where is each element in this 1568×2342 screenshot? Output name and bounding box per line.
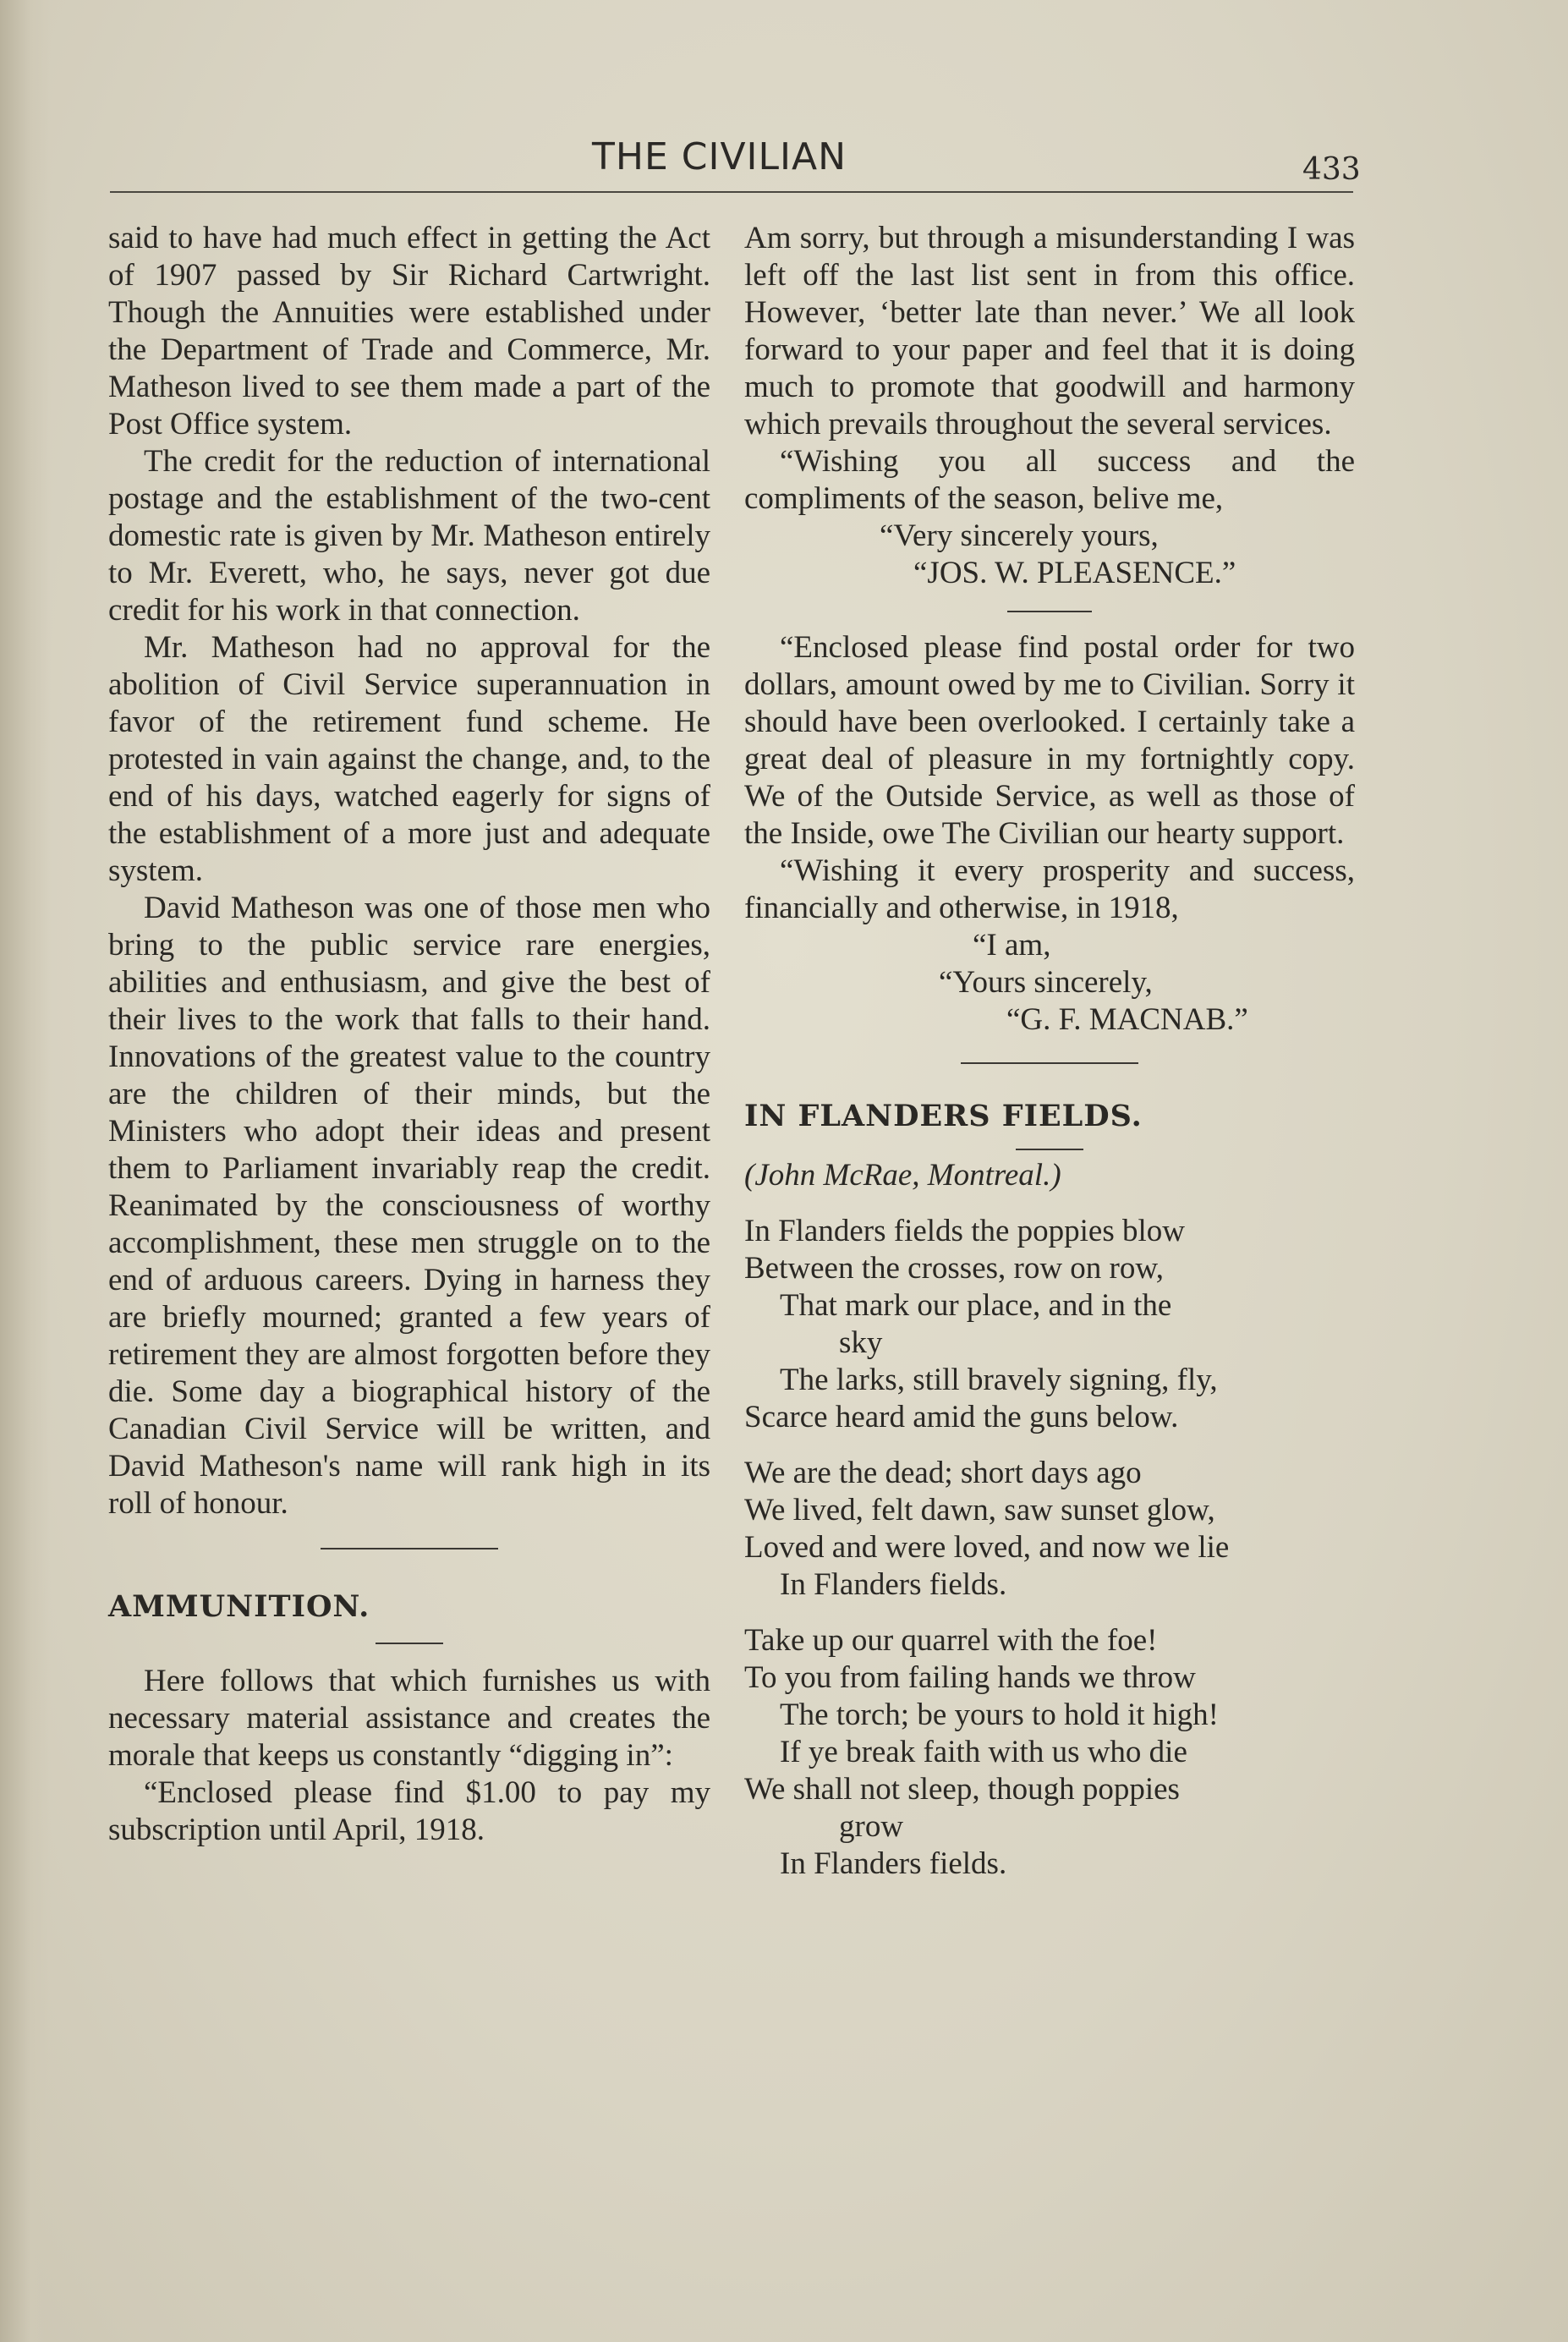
letter-signature: “JOS. W. PLEASENCE.” — [913, 556, 1236, 590]
poem-line: That mark our place, and in the — [780, 1288, 1172, 1323]
poem-attribution: (John McRae, Montreal.) — [744, 1158, 1061, 1193]
paragraph: The credit for the reduction of international postage and the establishment of the two-cent domestic rate is given by Mr. Matheson entirely to Mr. Everett, who, he says, never got due credit for his work in that connection. — [108, 444, 710, 628]
letter-closing: “Yours sincerely, — [939, 965, 1153, 1000]
letter-paragraph: “Enclosed please find postal order for two dollars, amount owed by me to Civilian. Sorry it should have been overlooked. I certainly take a great deal of pleasure in my fortnightly copy. We of the Outside Service, as well as those of the Inside, owe The Civilian our hearty support. — [744, 630, 1355, 851]
letter-paragraph: “Enclosed please find $1.00 to pay my subscription until April, 1918. — [108, 1775, 710, 1847]
poem-stanza-2 — [744, 1455, 1355, 1604]
paragraph: Mr. Matheson had no approval for the abolition of Civil Service superannuation in favor of the retirement fund scheme. He protested in vain against the change, and, to the end of his days, watched eagerly for signs of the establishment of a more just and adequate system. — [108, 630, 710, 888]
poem-line: In Flanders fields. — [780, 1567, 1007, 1602]
letter-closing: “Very sincerely yours, — [880, 518, 1159, 553]
header-rule — [110, 191, 1353, 193]
letter-paragraph: “Wishing you all success and the compliments of the season, belive me, — [744, 444, 1355, 516]
section-heading-ammunition: AMMUNITION. — [108, 1589, 370, 1624]
poem-title: IN FLANDERS FIELDS. — [744, 1099, 1143, 1133]
poem-line: We shall not sleep, though poppies — [744, 1772, 1180, 1807]
poem-stanza-3 — [744, 1622, 1355, 1883]
letter-paragraph: “Wishing it every prosperity and success, financially and otherwise, in 1918, — [744, 853, 1355, 925]
letter-closing: “I am, — [973, 928, 1051, 963]
paragraph: Here follows that which furnishes us with necessary material assistance and creates the morale that keeps us constantly “digging in”: — [108, 1664, 710, 1773]
poem-line: The torch; be yours to hold it high! — [780, 1698, 1219, 1732]
poem-line: We are the dead; short days ago — [744, 1456, 1142, 1490]
poem-line: In Flanders fields the poppies blow — [744, 1214, 1185, 1248]
paragraph: David Matheson was one of those men who bring to the public service rare energies, abilities and enthusiasm, and give the best of their lives to the work that falls to their hand. Innovations of the greatest value to the country are the children of their minds, but the Ministers who adopt their ideas and present them to Parliament invariably reap the credit. Reanimated by the consciousness of worthy accomplishment, these men struggle on to the end of arduous careers. Dying in harness they are briefly mourned; granted a few years of retirement they are almost forgotten before they die. Some day a biographical history of the Canadian Civil Service will be written, and David Matheson's name will rank high in its roll of honour. — [108, 891, 710, 1521]
letter-signature: “G. F. MACNAB.” — [1006, 1002, 1248, 1037]
page-number: 433 — [1302, 152, 1361, 187]
poem-line: Take up our quarrel with the foe! — [744, 1623, 1158, 1658]
poem-line: Between the crosses, row on row, — [744, 1251, 1164, 1286]
letter-paragraph: Am sorry, but through a misunderstanding I was left off the last list sent in from this office. However, ‘better late than never.’ We all look forward to your paper and feel that it is doing much to promote that goodwill and harmony which prevails throughout the several services. — [744, 221, 1355, 442]
right-column — [744, 220, 1355, 1883]
poem-line: Loved and were loved, and now we lie — [744, 1530, 1230, 1565]
poem-line: The larks, still bravely signing, fly, — [780, 1363, 1218, 1397]
left-column — [108, 220, 710, 1849]
poem-line: Scarce heard amid the guns below. — [744, 1400, 1179, 1434]
poem-line: We lived, felt dawn, saw sunset glow, — [744, 1493, 1215, 1528]
poem-stanza-1 — [744, 1213, 1355, 1436]
poem-line: In Flanders fields. — [780, 1846, 1007, 1881]
running-title: THE CIVILIAN — [592, 135, 847, 178]
paragraph: said to have had much effect in getting the Act of 1907 passed by Sir Richard Cartwright. Though the Annuities were established under the Department of Trade and Commerce, Mr. Matheson lived to see them made a part of the Post Office system. — [108, 221, 710, 442]
poem-line: To you from failing hands we throw — [744, 1660, 1196, 1695]
poem-line: grow — [839, 1809, 904, 1844]
page-binding-shadow — [0, 0, 51, 2342]
poem-line: If ye break faith with us who die — [780, 1735, 1187, 1769]
poem-line: sky — [839, 1325, 883, 1360]
